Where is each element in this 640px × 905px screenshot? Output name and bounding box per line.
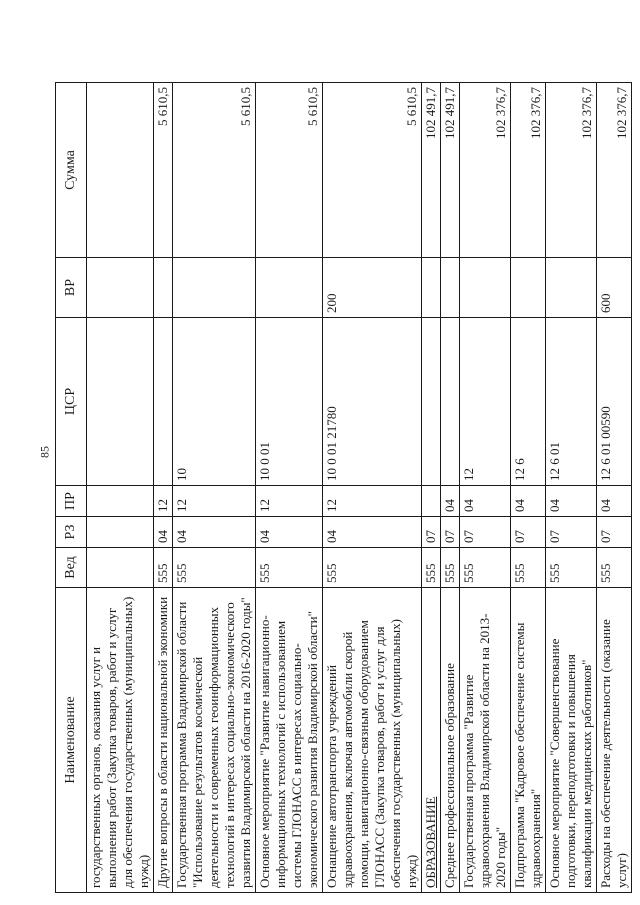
row-pr: 12 <box>256 486 323 517</box>
table-row <box>323 83 422 893</box>
row-rz: 04 <box>256 517 323 548</box>
row-rz: 07 <box>441 517 460 548</box>
row-pr <box>422 486 441 517</box>
row-pr: 04 <box>441 486 460 517</box>
row-name: Другие вопросы в области национальной экономики <box>154 588 173 893</box>
row-vr <box>441 258 460 318</box>
row-name: Оснащение автотранспорта учреждений здравоохранения, включая автомобили скорой помощи, навигационно-связным оборудованием ГЛОНАСС (Закупка товаров, работ и услуг для обеспечения государственных (муниципальных) нужд) <box>323 588 422 893</box>
header-ved: Вед <box>56 548 87 588</box>
row-pr: 04 <box>460 486 511 517</box>
row-name: Подпрограмма "Кадровое обеспечение системы здравоохранения" <box>511 588 546 893</box>
row-vr <box>546 258 597 318</box>
row-sum: 102 376,7 <box>546 83 597 258</box>
row-rz: 07 <box>546 517 597 548</box>
row-csr <box>441 318 460 486</box>
row-ved: 555 <box>154 548 173 588</box>
row-name: Государственная программа "Развитие здравоохранения Владимирской области на 2013-2020 годы" <box>460 588 511 893</box>
row-vr <box>422 258 441 318</box>
row-name: Расходы на обеспечение деятельности (оказание услуг) <box>597 588 632 893</box>
row-sum: 102 491,7 <box>441 83 460 258</box>
row-vr <box>87 258 154 318</box>
row-vr <box>154 258 173 318</box>
row-ved: 555 <box>441 548 460 588</box>
row-name: Государственная программа Владимирской области "Использование результатов космической деятельности и современных геоинформационных технологий в интересах социально-экономического развития Владимирской области на 2016-2020 годы" <box>173 588 256 893</box>
row-rz: 04 <box>154 517 173 548</box>
row-ved: 555 <box>597 548 632 588</box>
row-name: Основное мероприятие "Совершенствование подготовки, переподготовки и повышения квалификации медицинских работников" <box>546 588 597 893</box>
row-sum: 5 610,5 <box>154 83 173 258</box>
row-csr <box>87 318 154 486</box>
row-name: ОБРАЗОВАНИЕ <box>422 588 441 893</box>
row-rz: 07 <box>511 517 546 548</box>
row-ved: 555 <box>256 548 323 588</box>
row-pr: 04 <box>511 486 546 517</box>
table-row <box>460 83 511 893</box>
row-csr: 12 <box>460 318 511 486</box>
row-csr: 10 <box>173 318 256 486</box>
row-pr: 12 <box>154 486 173 517</box>
row-rz: 07 <box>422 517 441 548</box>
row-ved: 555 <box>323 548 422 588</box>
header-name: Наименование <box>56 588 87 893</box>
row-sum: 5 610,5 <box>173 83 256 258</box>
row-csr: 10 0 01 21780 <box>323 318 422 486</box>
row-sum: 102 376,7 <box>597 83 632 258</box>
row-sum: 5 610,5 <box>256 83 323 258</box>
row-pr: 12 <box>173 486 256 517</box>
row-name: Среднее профессиональное образование <box>441 588 460 893</box>
row-name: Основное мероприятие "Развитие навигационно-информационных технологий с использованием системы ГЛОНАСС в интересах социально-экономического развития Владимирской области" <box>256 588 323 893</box>
row-rz: 07 <box>597 517 632 548</box>
row-csr: 12 6 01 <box>546 318 597 486</box>
table-row <box>173 83 256 893</box>
row-rz <box>87 517 154 548</box>
table-row <box>441 83 460 893</box>
row-pr <box>87 486 154 517</box>
budget-table <box>55 82 632 893</box>
row-sum: 102 376,7 <box>511 83 546 258</box>
header-sum: Сумма <box>56 83 87 258</box>
row-ved: 555 <box>173 548 256 588</box>
row-name: государственных органов, оказания услуг и выполнения работ (Закупка товаров, работ и услуг для обеспечения государственных (муниципальных) нужд) <box>87 588 154 893</box>
row-csr <box>154 318 173 486</box>
table-row <box>546 83 597 893</box>
row-csr: 10 0 01 <box>256 318 323 486</box>
table-row <box>597 83 632 893</box>
table-row <box>511 83 546 893</box>
row-sum <box>87 83 154 258</box>
table-row <box>154 83 173 893</box>
header-pr: ПР <box>56 486 87 517</box>
row-vr <box>256 258 323 318</box>
row-pr: 04 <box>597 486 632 517</box>
row-csr: 12 6 <box>511 318 546 486</box>
row-csr: 12 6 01 00590 <box>597 318 632 486</box>
row-vr <box>460 258 511 318</box>
row-vr: 200 <box>323 258 422 318</box>
row-pr: 04 <box>546 486 597 517</box>
header-rz: РЗ <box>56 517 87 548</box>
row-sum: 5 610,5 <box>323 83 422 258</box>
row-vr <box>173 258 256 318</box>
row-pr: 12 <box>323 486 422 517</box>
table-row <box>87 83 154 893</box>
row-vr: 600 <box>597 258 632 318</box>
row-ved: 555 <box>546 548 597 588</box>
row-sum: 102 376,7 <box>460 83 511 258</box>
row-vr <box>511 258 546 318</box>
row-ved: 555 <box>511 548 546 588</box>
row-rz: 07 <box>460 517 511 548</box>
rotated-page <box>55 83 629 893</box>
table-row <box>422 83 441 893</box>
row-ved: 555 <box>422 548 441 588</box>
row-rz: 04 <box>173 517 256 548</box>
row-rz: 04 <box>323 517 422 548</box>
header-csr: ЦСР <box>56 318 87 486</box>
row-csr <box>422 318 441 486</box>
page-number: 85 <box>37 446 52 458</box>
header-row <box>56 83 87 893</box>
row-sum: 102 491,7 <box>422 83 441 258</box>
header-vr: ВР <box>56 258 87 318</box>
table-row <box>256 83 323 893</box>
row-ved: 555 <box>460 548 511 588</box>
row-ved <box>87 548 154 588</box>
